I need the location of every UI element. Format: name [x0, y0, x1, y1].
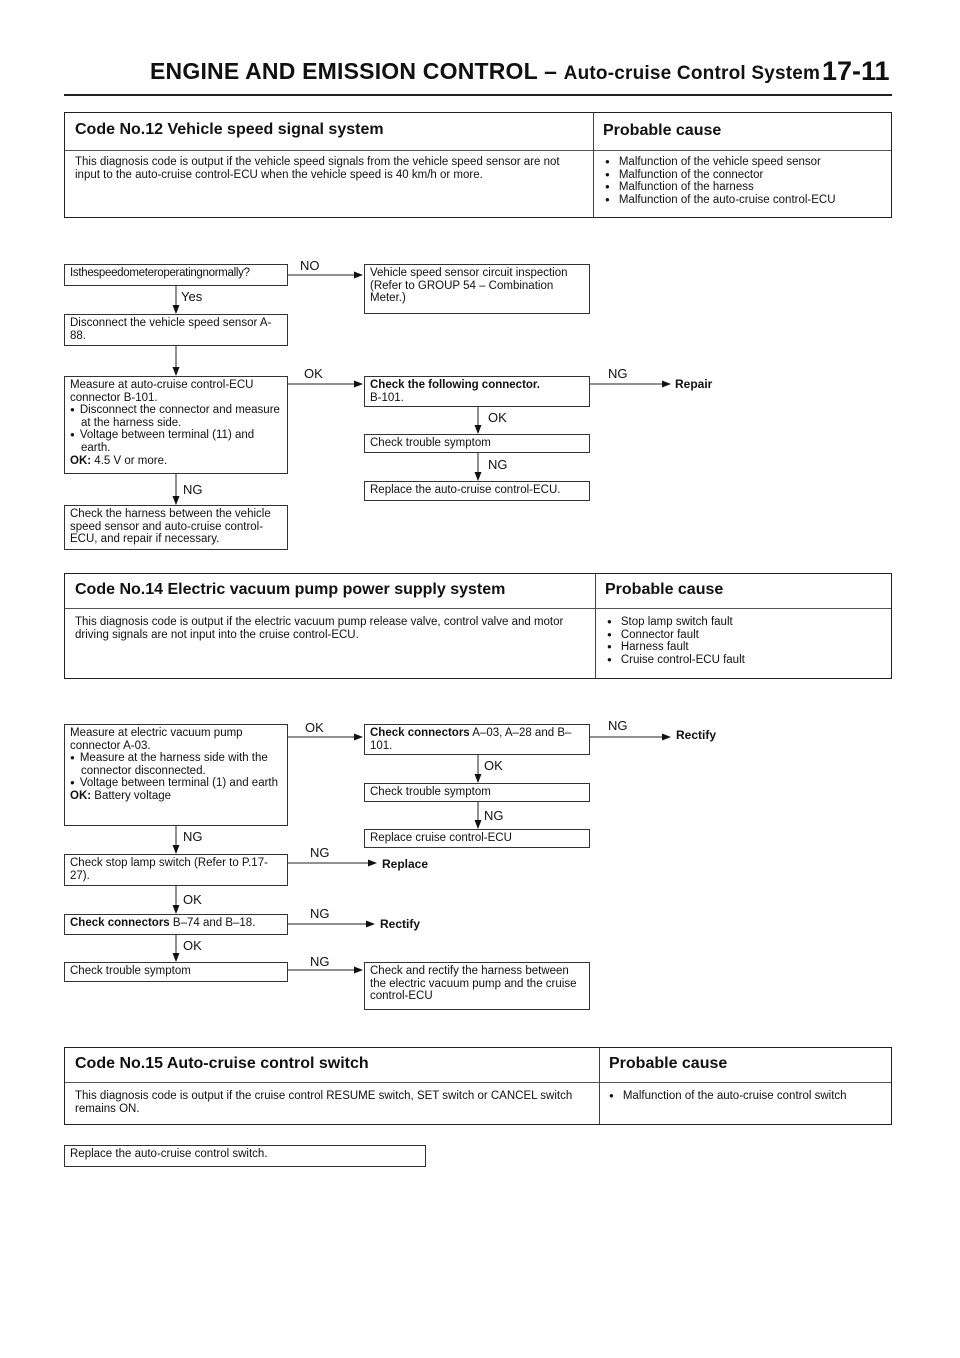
- conn-ok-label: OK: [484, 758, 503, 773]
- code14-cause-title: Probable cause: [605, 581, 724, 598]
- q1-yes-label: Yes: [181, 289, 203, 304]
- disconnect-sensor: Disconnect the vehicle speed sensor A-88.: [64, 314, 288, 346]
- measure-step: ● Voltage between terminal (11) and earth.: [70, 429, 282, 454]
- cause-item: ● Malfunction of the harness: [605, 181, 885, 194]
- conn-ng-label: NG: [608, 718, 628, 733]
- check-connectors-title: Check connectors: [370, 727, 470, 739]
- replace-cruise-ecu: Replace cruise control-ECU: [364, 829, 590, 848]
- harness-rectify: Check and rectify the harness between the electric vacuum pump and the cruise control-ECU: [364, 962, 590, 1010]
- code14-title: Code No.14 Electric vacuum pump power supply system: [75, 581, 506, 598]
- measure-intro: Measure at electric vacuum pump connector A-03.: [70, 727, 243, 752]
- code15-title: Code No.15 Auto-cruise control switch: [75, 1055, 369, 1072]
- measure-ok-label: OK: [304, 366, 323, 381]
- code12-description: This diagnosis code is output if the vehicle speed signals from the vehicle speed sensor are not input to the auto-cruise control-ECU when the vehicle speed is 40 km/h or more.: [75, 156, 560, 181]
- section-subtitle: Auto-cruise Control System: [563, 63, 821, 84]
- cause-item: ● Harness fault: [607, 641, 887, 654]
- harness-check: Check the harness between the vehicle speed sensor and auto-cruise control-ECU, and repair if necessary.: [64, 505, 288, 550]
- measure-step: ● Voltage between terminal (1) and earth: [70, 777, 282, 790]
- code15-description: This diagnosis code is output if the cruise control RESUME switch, SET switch or CANCEL switch remains ON.: [75, 1090, 573, 1115]
- check-connectors-title: Check connectors: [70, 917, 170, 929]
- section-title: ENGINE AND EMISSION CONTROL –: [150, 58, 558, 84]
- repair-result: Repair: [675, 377, 713, 391]
- rectify-result-2: Rectify: [380, 917, 421, 931]
- cause-item: ● Malfunction of the auto-cruise control-ECU: [605, 194, 885, 207]
- trouble-ng-label: NG: [484, 808, 504, 823]
- sensor-circuit-inspection: Vehicle speed sensor circuit inspection (Refer to GROUP 54 – Combination Meter.): [364, 264, 590, 314]
- ok-criterion: OK: Battery voltage: [70, 789, 172, 802]
- conn2-ok-label: OK: [183, 938, 202, 953]
- measure-step: ● Disconnect the connector and measure at the harness side.: [70, 404, 282, 429]
- cause-item: ● Malfunction of the vehicle speed sensor: [605, 156, 885, 169]
- check-connectors-ids: A–03, A–28 and B–101.: [370, 727, 572, 752]
- check-connector-id: B-101.: [370, 391, 404, 404]
- measure-ng-label: NG: [183, 482, 203, 497]
- code15-cause-title: Probable cause: [609, 1055, 728, 1072]
- code14-description: This diagnosis code is output if the electric vacuum pump release valve, control valve and motor driving signals are not input into the cruise control-ECU.: [75, 616, 564, 641]
- replace-control-switch: Replace the auto-cruise control switch.: [64, 1145, 426, 1167]
- check-connector-title: Check the following connector.: [370, 379, 540, 391]
- measure-intro: Measure at auto-cruise control-ECU connector B-101.: [70, 379, 254, 404]
- q1-no-label: NO: [300, 258, 320, 273]
- cause-item: ● Stop lamp switch fault: [607, 616, 887, 629]
- replace-ecu: Replace the auto-cruise control-ECU.: [364, 481, 590, 501]
- stop-lamp-check: Check stop lamp switch (Refer to P.17-27).: [64, 854, 288, 886]
- measure-step: ● Measure at the harness side with the connector disconnected.: [70, 752, 282, 777]
- trouble2-ng-label: NG: [310, 954, 330, 969]
- cause-item: ● Malfunction of the connector: [605, 169, 885, 182]
- rectify-result: Rectify: [676, 728, 717, 742]
- page-number: 17-11: [822, 56, 890, 86]
- stop-lamp-ok-label: OK: [183, 892, 202, 907]
- conn2-ng-label: NG: [310, 906, 330, 921]
- trouble-symptom-check: Check trouble symptom: [364, 783, 590, 802]
- code12-cause-title: Probable cause: [603, 122, 722, 139]
- measure-ng-label: NG: [183, 829, 203, 844]
- ok-criterion: OK: 4.5 V or more.: [70, 454, 168, 467]
- connector-ok-label: OK: [488, 410, 507, 425]
- stop-lamp-ng-label: NG: [310, 845, 330, 860]
- trouble-symptom-check-2: Check trouble symptom: [64, 962, 288, 982]
- replace-result: Replace: [382, 857, 429, 871]
- cause-item: ● Malfunction of the auto-cruise control switch: [609, 1090, 889, 1103]
- trouble-symptom-check: Check trouble symptom: [364, 434, 590, 453]
- connector-ng-label: NG: [608, 366, 628, 381]
- measure-ok-label: OK: [305, 720, 324, 735]
- trouble-ng-label: NG: [488, 457, 508, 472]
- code12-title: Code No.12 Vehicle speed signal system: [75, 121, 384, 138]
- cause-item: ● Connector fault: [607, 629, 887, 642]
- cause-item: ● Cruise control-ECU fault: [607, 654, 887, 667]
- check-connectors-ids: B–74 and B–18.: [172, 917, 256, 929]
- speedometer-question: Isthespeedometeroperatingnormally?: [64, 264, 288, 286]
